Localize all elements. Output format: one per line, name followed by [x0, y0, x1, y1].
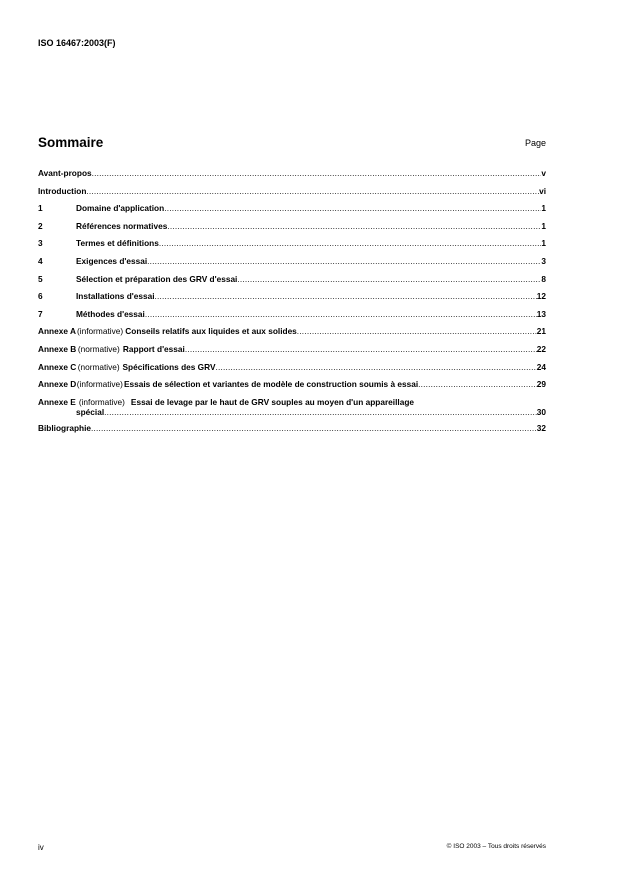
toc-entry-title: Essai de levage par le haut de GRV souples au moyen d'un appareillage: [130, 396, 415, 407]
dot-leader: [92, 168, 542, 178]
toc-entry-annex-c[interactable]: [38, 362, 546, 380]
toc-entry-page: 1: [541, 203, 546, 214]
toc-page-label: Page: [524, 138, 546, 148]
toc-entry-title: Méthodes d'essai: [76, 308, 145, 319]
toc-entry-page: vi: [539, 185, 546, 196]
toc-entry-number: 6: [38, 291, 43, 302]
dot-leader: [145, 309, 537, 319]
dot-leader: [216, 362, 537, 372]
toc-entry-clause-5[interactable]: [38, 274, 546, 292]
toc-entry-title: Bibliographie: [38, 422, 92, 433]
annex-type: (normative): [77, 361, 120, 372]
annex-type: (normative): [77, 343, 120, 354]
toc-entry-clause-2[interactable]: [38, 221, 546, 239]
toc-entry-page: 1: [541, 238, 546, 249]
toc-entry-page: 21: [536, 326, 547, 337]
toc-entry-title: Essais de sélection et variantes de modèle de construction soumis à essai: [123, 379, 419, 390]
toc-entry-page: 24: [536, 361, 547, 372]
toc-entry-title: Spécifications des GRV: [122, 361, 216, 372]
toc-entry-page: 29: [536, 379, 546, 390]
dot-leader: [167, 221, 541, 231]
dot-leader: [104, 407, 537, 417]
dot-leader: [147, 256, 541, 266]
toc-entry-number: 5: [38, 273, 43, 284]
page-number: iv: [38, 843, 44, 852]
annex-label: Annexe E: [38, 396, 76, 407]
dot-leader: [91, 423, 537, 433]
toc-entry-title: Rapport d'essai: [122, 343, 185, 354]
annex-type: (informative): [78, 396, 125, 407]
toc-entry-number: 3: [38, 238, 43, 249]
toc-entry-page: 22: [536, 343, 546, 354]
toc-entry-page: 3: [541, 255, 546, 266]
toc-entry-title: Exigences d'essai: [76, 255, 148, 266]
annex-type: (informative): [76, 379, 123, 390]
toc-entry-title: Références normatives: [76, 220, 168, 231]
toc-entry-title: Domaine d'application: [76, 203, 165, 214]
toc-title: Sommaire: [38, 135, 104, 150]
dot-leader: [237, 274, 541, 284]
toc-entry-clause-7[interactable]: [38, 309, 546, 327]
toc-entry-number: 7: [38, 308, 43, 319]
dot-leader: [418, 379, 537, 389]
toc-entry-annex-d[interactable]: [38, 379, 546, 397]
toc-entry-title: Avant-propos: [38, 168, 92, 178]
toc-entry-annex-a[interactable]: [38, 326, 546, 344]
dot-leader: [86, 186, 539, 196]
dot-leader: [155, 291, 537, 301]
toc-entry-clause-6[interactable]: [38, 291, 546, 309]
toc-entry-annex-b[interactable]: [38, 344, 546, 362]
dot-leader: [159, 238, 542, 248]
toc-entry-number: 1: [38, 203, 43, 214]
toc-entry-title: Sélection et préparation des GRV d'essai: [76, 273, 238, 284]
toc-entry-avant-propos[interactable]: [38, 168, 546, 186]
toc-entry-page: 1: [541, 220, 546, 231]
toc-entry-page: 13: [536, 308, 546, 319]
table-of-contents: [38, 168, 546, 440]
annex-label: Annexe A: [38, 326, 76, 337]
toc-entry-clause-1[interactable]: [38, 203, 546, 221]
annex-type: (informative): [77, 326, 124, 337]
toc-entry-title: Installations d'essai: [76, 291, 155, 302]
toc-entry-page: 32: [536, 422, 546, 433]
toc-entry-annex-e[interactable]: [38, 397, 546, 423]
toc-entry-title: Introduction: [38, 185, 87, 196]
toc-entry-page: 8: [541, 273, 546, 284]
toc-entry-page: v: [541, 168, 546, 178]
toc-header: [38, 135, 546, 153]
toc-entry-number: 4: [38, 255, 43, 266]
toc-entry-page: 30: [536, 406, 546, 417]
toc-entry-bibliographie[interactable]: [38, 423, 546, 441]
copyright-notice: © ISO 2003 – Tous droits réservés: [446, 843, 546, 850]
annex-label: Annexe C: [38, 361, 77, 372]
dot-leader: [297, 326, 537, 336]
toc-entry-page: 12: [536, 291, 546, 302]
toc-entry-title: Conseils relatifs aux liquides et aux solides: [125, 326, 297, 337]
toc-entry-title: Termes et définitions: [76, 238, 159, 249]
toc-entry-clause-4[interactable]: [38, 256, 546, 274]
dot-leader: [164, 203, 541, 213]
document-id: ISO 16467:2003(F): [38, 38, 116, 48]
annex-label: Annexe D: [38, 379, 77, 390]
toc-entry-title-continued: spécial: [76, 406, 105, 417]
annex-label: Annexe B: [38, 343, 77, 354]
toc-entry-introduction[interactable]: [38, 186, 546, 204]
dot-leader: [185, 344, 537, 354]
toc-entry-number: 2: [38, 220, 43, 231]
toc-entry-clause-3[interactable]: [38, 238, 546, 256]
